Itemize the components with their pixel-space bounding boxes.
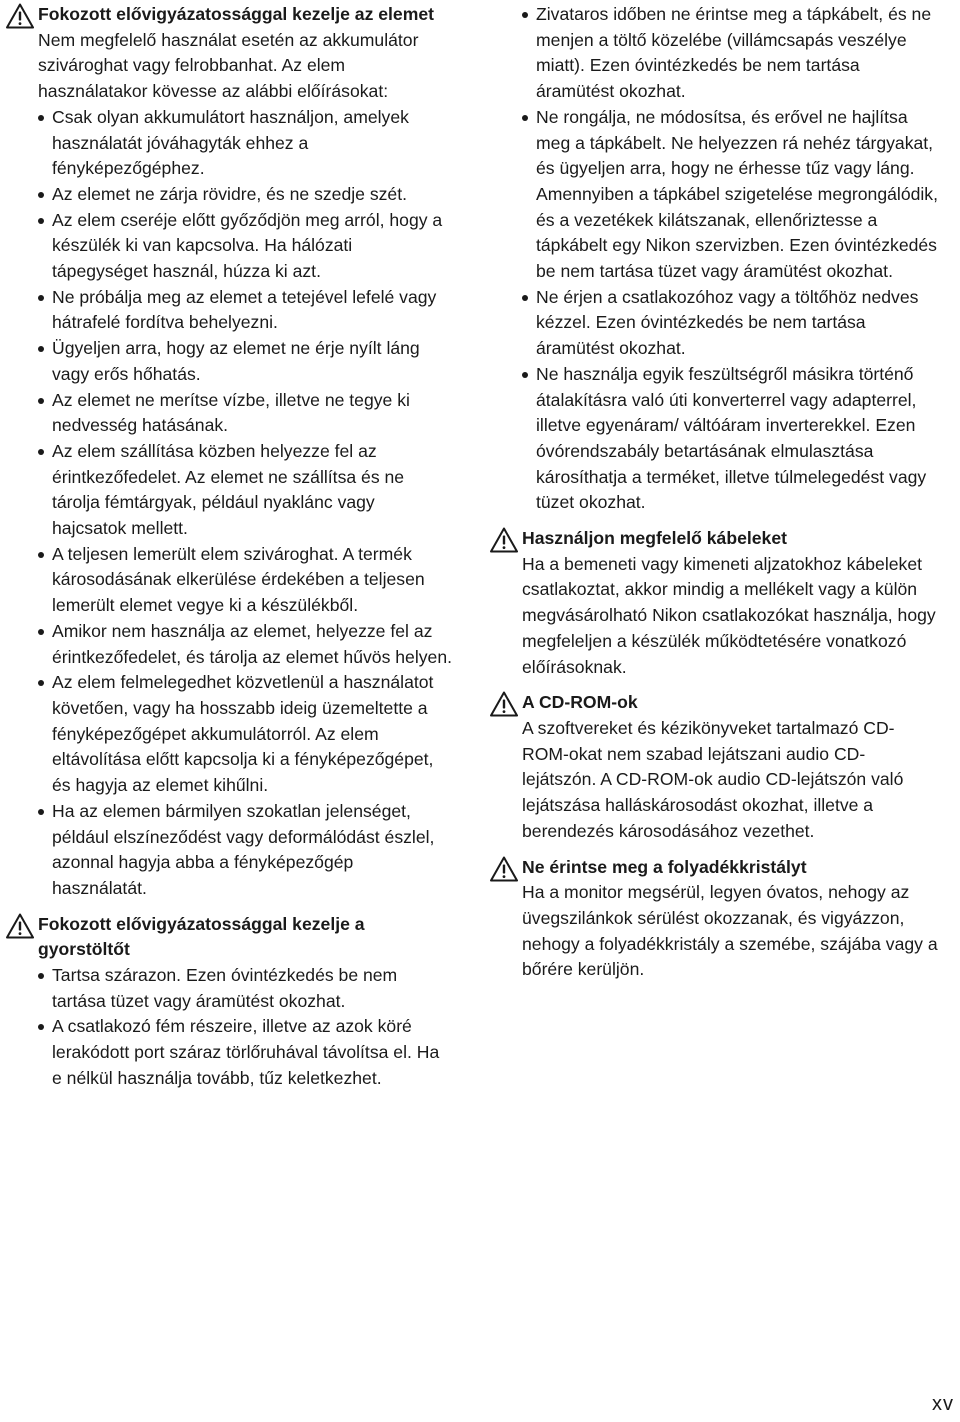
cables-warning-section: [490, 526, 938, 680]
page-number: xv: [932, 1393, 954, 1416]
charger-warning-continued: [490, 2, 938, 516]
battery-warning-intro: Nem megfelelő használat esetén az akkumulátor szivároghat vagy felrobbanhat. Az elem használatakor kövesse az alábbi előírásokat:: [38, 29, 419, 102]
warning-triangle-icon: [490, 691, 518, 717]
list-item: Az elemet ne merítse vízbe, illetve ne tegye ki nedvesség hatásának.: [38, 388, 452, 439]
battery-warning-heading: Fokozott elővigyázatossággal kezelje az elemet: [38, 4, 434, 24]
cdrom-warning-text: A szoftvereket és kézikönyveket tartalmazó CD-ROM-okat nem szabad lejátszani audio CD-lejátszón. A CD-ROM-ok audio CD-lejátszón való lejátszása halláskárosodást okozhat, illetve a berendezés károsodásához vezethet.: [522, 717, 904, 841]
cdrom-warning-heading: A CD-ROM-ok: [522, 692, 638, 713]
battery-warning-section: [6, 2, 452, 902]
list-item: Ne érjen a csatlakozóhoz vagy a töltőhöz nedves kézzel. Ezen óvintézkedés be nem tartása áramütést okozhat.: [522, 285, 938, 362]
liquid-crystal-warning-text: Ha a monitor megsérül, legyen óvatos, nehogy az üvegszilánkok sérülést okozzanak, és vigyázzon, nehogy a folyadékkristály a szemébe, szájába vagy a bőrére kerüljön.: [522, 882, 938, 980]
list-item: Az elem cseréje előtt győződjön meg arról, hogy a készülék ki van kapcsolva. Ha hálózati tápegységet használ, húzza ki azt.: [38, 208, 452, 285]
list-item: Amikor nem használja az elemet, helyezze fel az érintkezőfedelet, és tárolja az elemet hűvös helyen.: [38, 619, 452, 670]
cables-warning-text: Ha a bemeneti vagy kimeneti aljzatokhoz kábeleket csatlakoztat, akkor mindig a mellékelt vagy a külön megvásárolható Nikon csatlakozókat használja, hogy megfeleljen a készülék működtetésére vonatkozó előírásoknak.: [522, 553, 936, 677]
list-item: Ne próbálja meg az elemet a tetejével lefelé vagy hátrafelé fordítva behelyezni.: [38, 285, 452, 336]
list-item: Ne rongálja, ne módosítsa, és erővel ne hajlítsa meg a tápkábelt. Ne helyezzen rá nehéz tárgyakat, és ügyeljen arra, hogy ne érhesse tűz vagy láng. Amennyiben a tápkábel szigetelése megrongálódik, és a vezetékek kilátszanak, ellenőriztesse a tápkábelt egy Nikon szervizben. Ezen óvintézkedés be nem tartása tüzet vagy áramütést okozhat.: [522, 105, 938, 285]
list-item: Csak olyan akkumulátort használjon, amelyek használatát jóváhagyták ehhez a fényképezőgéphez.: [38, 105, 452, 182]
list-item: Tartsa szárazon. Ezen óvintézkedés be nem tartása tüzet vagy áramütést okozhat.: [38, 963, 452, 1014]
charger-warning-heading: Fokozott elővigyázatossággal kezelje a gyorstöltőt: [38, 913, 365, 960]
cdrom-warning-section: [490, 690, 938, 844]
charger-warning-list: [38, 963, 452, 1092]
cables-warning-heading: Használjon megfelelő kábeleket: [522, 528, 787, 549]
list-item: Az elemet ne zárja rövidre, és ne szedje szét.: [38, 182, 452, 208]
warning-triangle-icon: [490, 527, 518, 553]
list-item: Ha az elemen bármilyen szokatlan jelenséget, például elszíneződést vagy deformálódást észlel, azonnal hagyja abba a fényképezőgép használatát.: [38, 799, 452, 902]
battery-warning-list: [38, 105, 452, 902]
list-item: Az elem felmelegedhet közvetlenül a használatot követően, vagy ha hosszabb ideig üzemeltette a fényképezőgépet akkumulátorról. Az elem eltávolítása előtt kapcsolja ki a fényképezőgépet, és hagyja az elemet kihűlni.: [38, 670, 452, 799]
warning-triangle-icon: [490, 856, 518, 882]
charger-warning-section: [6, 912, 452, 1092]
left-column: [6, 2, 452, 1092]
warning-triangle-icon: [6, 3, 34, 29]
warning-triangle-icon: [6, 913, 34, 939]
list-item: Az elem szállítása közben helyezze fel az érintkezőfedelet. Az elemet ne szállítsa és ne tárolja fémtárgyak, például nyaklánc vagy hajcsatok mellett.: [38, 439, 452, 542]
list-item: A csatlakozó fém részeire, illetve az azok köré lerakódott port száraz törlőruhával távolítsa el. Ha e nélkül használja tovább, tűz keletkezhet.: [38, 1014, 452, 1091]
liquid-crystal-warning-heading: Ne érintse meg a folyadékkristályt: [522, 856, 807, 877]
charger-warning-list-continued: [522, 2, 938, 516]
right-column: [490, 2, 938, 983]
list-item: A teljesen lemerült elem szivároghat. A termék károsodásának elkerülése érdekében a teljesen lemerült elemet vegye ki a készülékből.: [38, 542, 452, 619]
list-item: Zivataros időben ne érintse meg a tápkábelt, és ne menjen a töltő közelébe (villámcsapás veszélye miatt). Ezen óvintézkedés be nem tartása áramütést okozhat.: [522, 2, 938, 105]
liquid-crystal-warning-section: [490, 855, 938, 984]
list-item: Ügyeljen arra, hogy az elemet ne érje nyílt láng vagy erős hőhatás.: [38, 336, 452, 387]
list-item: Ne használja egyik feszültségről másikra történő átalakításra való úti konverterrel vagy adapterrel, illetve egyenáram/ váltóáram inverterekkel. Ezen óvórendszabály betartásának elmulasztása károsíthatja a terméket, illetve túlmelegedést vagy tüzet okozhat.: [522, 362, 938, 516]
